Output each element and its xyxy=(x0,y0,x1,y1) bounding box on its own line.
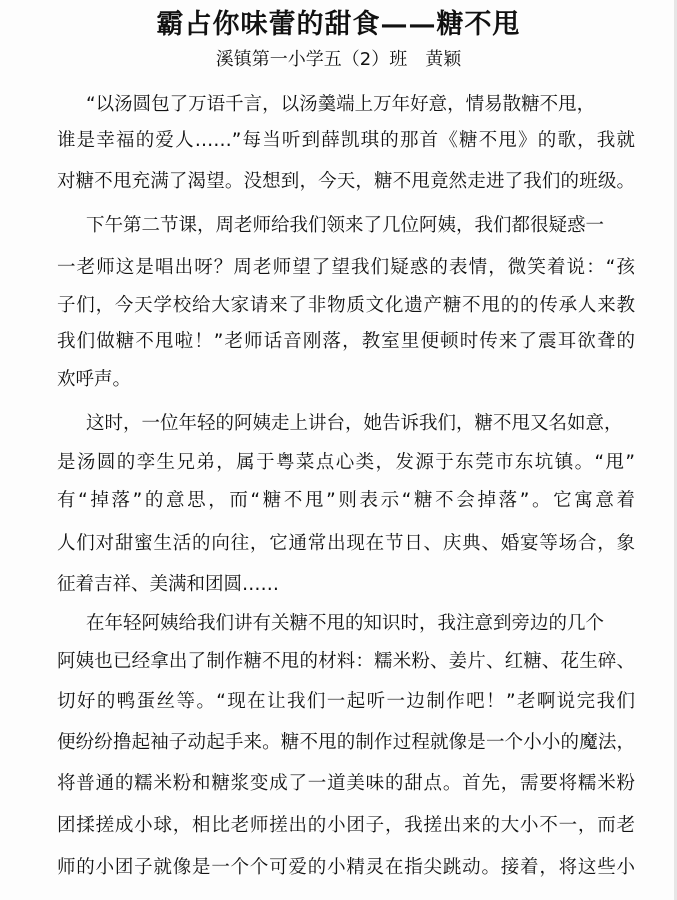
text-line: 是汤圆的孪生兄弟，属于粤菜点心类，发源于东莞市东坑镇。“甩” xyxy=(57,452,635,473)
text-line: 对糖不甩充满了渴望。没想到，今天，糖不甩竟然走进了我们的班级。 xyxy=(57,171,635,192)
text-line: 一老师这是唱出呀？周老师望了望我们疑惑的表情，微笑着说：“孩 xyxy=(57,257,635,278)
text-line: “以汤圆包了万语千言，以汤羹端上万年好意，情易散糖不甩， xyxy=(86,94,596,115)
text-line: 欢呼声。 xyxy=(57,369,132,390)
text-line: 切好的鸭蛋丝等。“现在让我们一起听一边制作吧！”老啊说完我们 xyxy=(57,691,635,712)
author-byline: 溪镇第一小学五（2）班 黄颖 xyxy=(215,49,462,70)
text-line: 便纷纷撸起袖子动起手来。糖不甩的制作过程就像是一个小小的魔法， xyxy=(57,732,635,753)
text-line: 人们对甜蜜生活的向往，它通常出现在节日、庆典、婚宴等场合，象 xyxy=(57,533,635,554)
text-line: 谁是幸福的爱人……”每当听到薛凯琪的那首《糖不甩》的歌，我就 xyxy=(57,130,635,151)
text-line: 在年轻阿姨给我们讲有关糖不甩的知识时，我注意到旁边的几个 xyxy=(86,613,605,634)
page-title: 霸占你味蕾的甜食——糖不甩 xyxy=(156,9,521,40)
text-line: 团揉搓成小球，相比老师搓出的小团子，我搓出来的大小不一，而老 xyxy=(57,815,635,836)
text-line: 将普通的糯米粉和糖浆变成了一道美味的甜点。首先，需要将糯米粉 xyxy=(57,773,635,794)
text-line: 阿姨也已经拿出了制作糖不甩的材料：糯米粉、姜片、红糖、花生碎、 xyxy=(57,651,635,672)
text-line: 师的小团子就像是一个个可爱的小精灵在指尖跳动。接着，将这些小 xyxy=(57,857,635,878)
text-line: 有“掉落”的意思，而“糖不甩”则表示“糖不会掉落”。它寓意着 xyxy=(57,490,635,511)
text-line: 我们做糖不甩啦！”老师话音刚落，教室里便顿时传来了震耳欲聋的 xyxy=(57,331,635,352)
text-line: 子们，今天学校给大家请来了非物质文化遗产糖不甩的的传承人来教 xyxy=(57,295,635,316)
text-line: 下午第二节课，周老师给我们领来了几位阿姨，我们都很疑惑一 xyxy=(86,215,605,236)
text-line: 这时，一位年轻的阿姨走上讲台，她告诉我们，糖不甩又名如意， xyxy=(86,413,623,434)
text-line: 征着吉祥、美满和团圆…… xyxy=(57,574,280,595)
